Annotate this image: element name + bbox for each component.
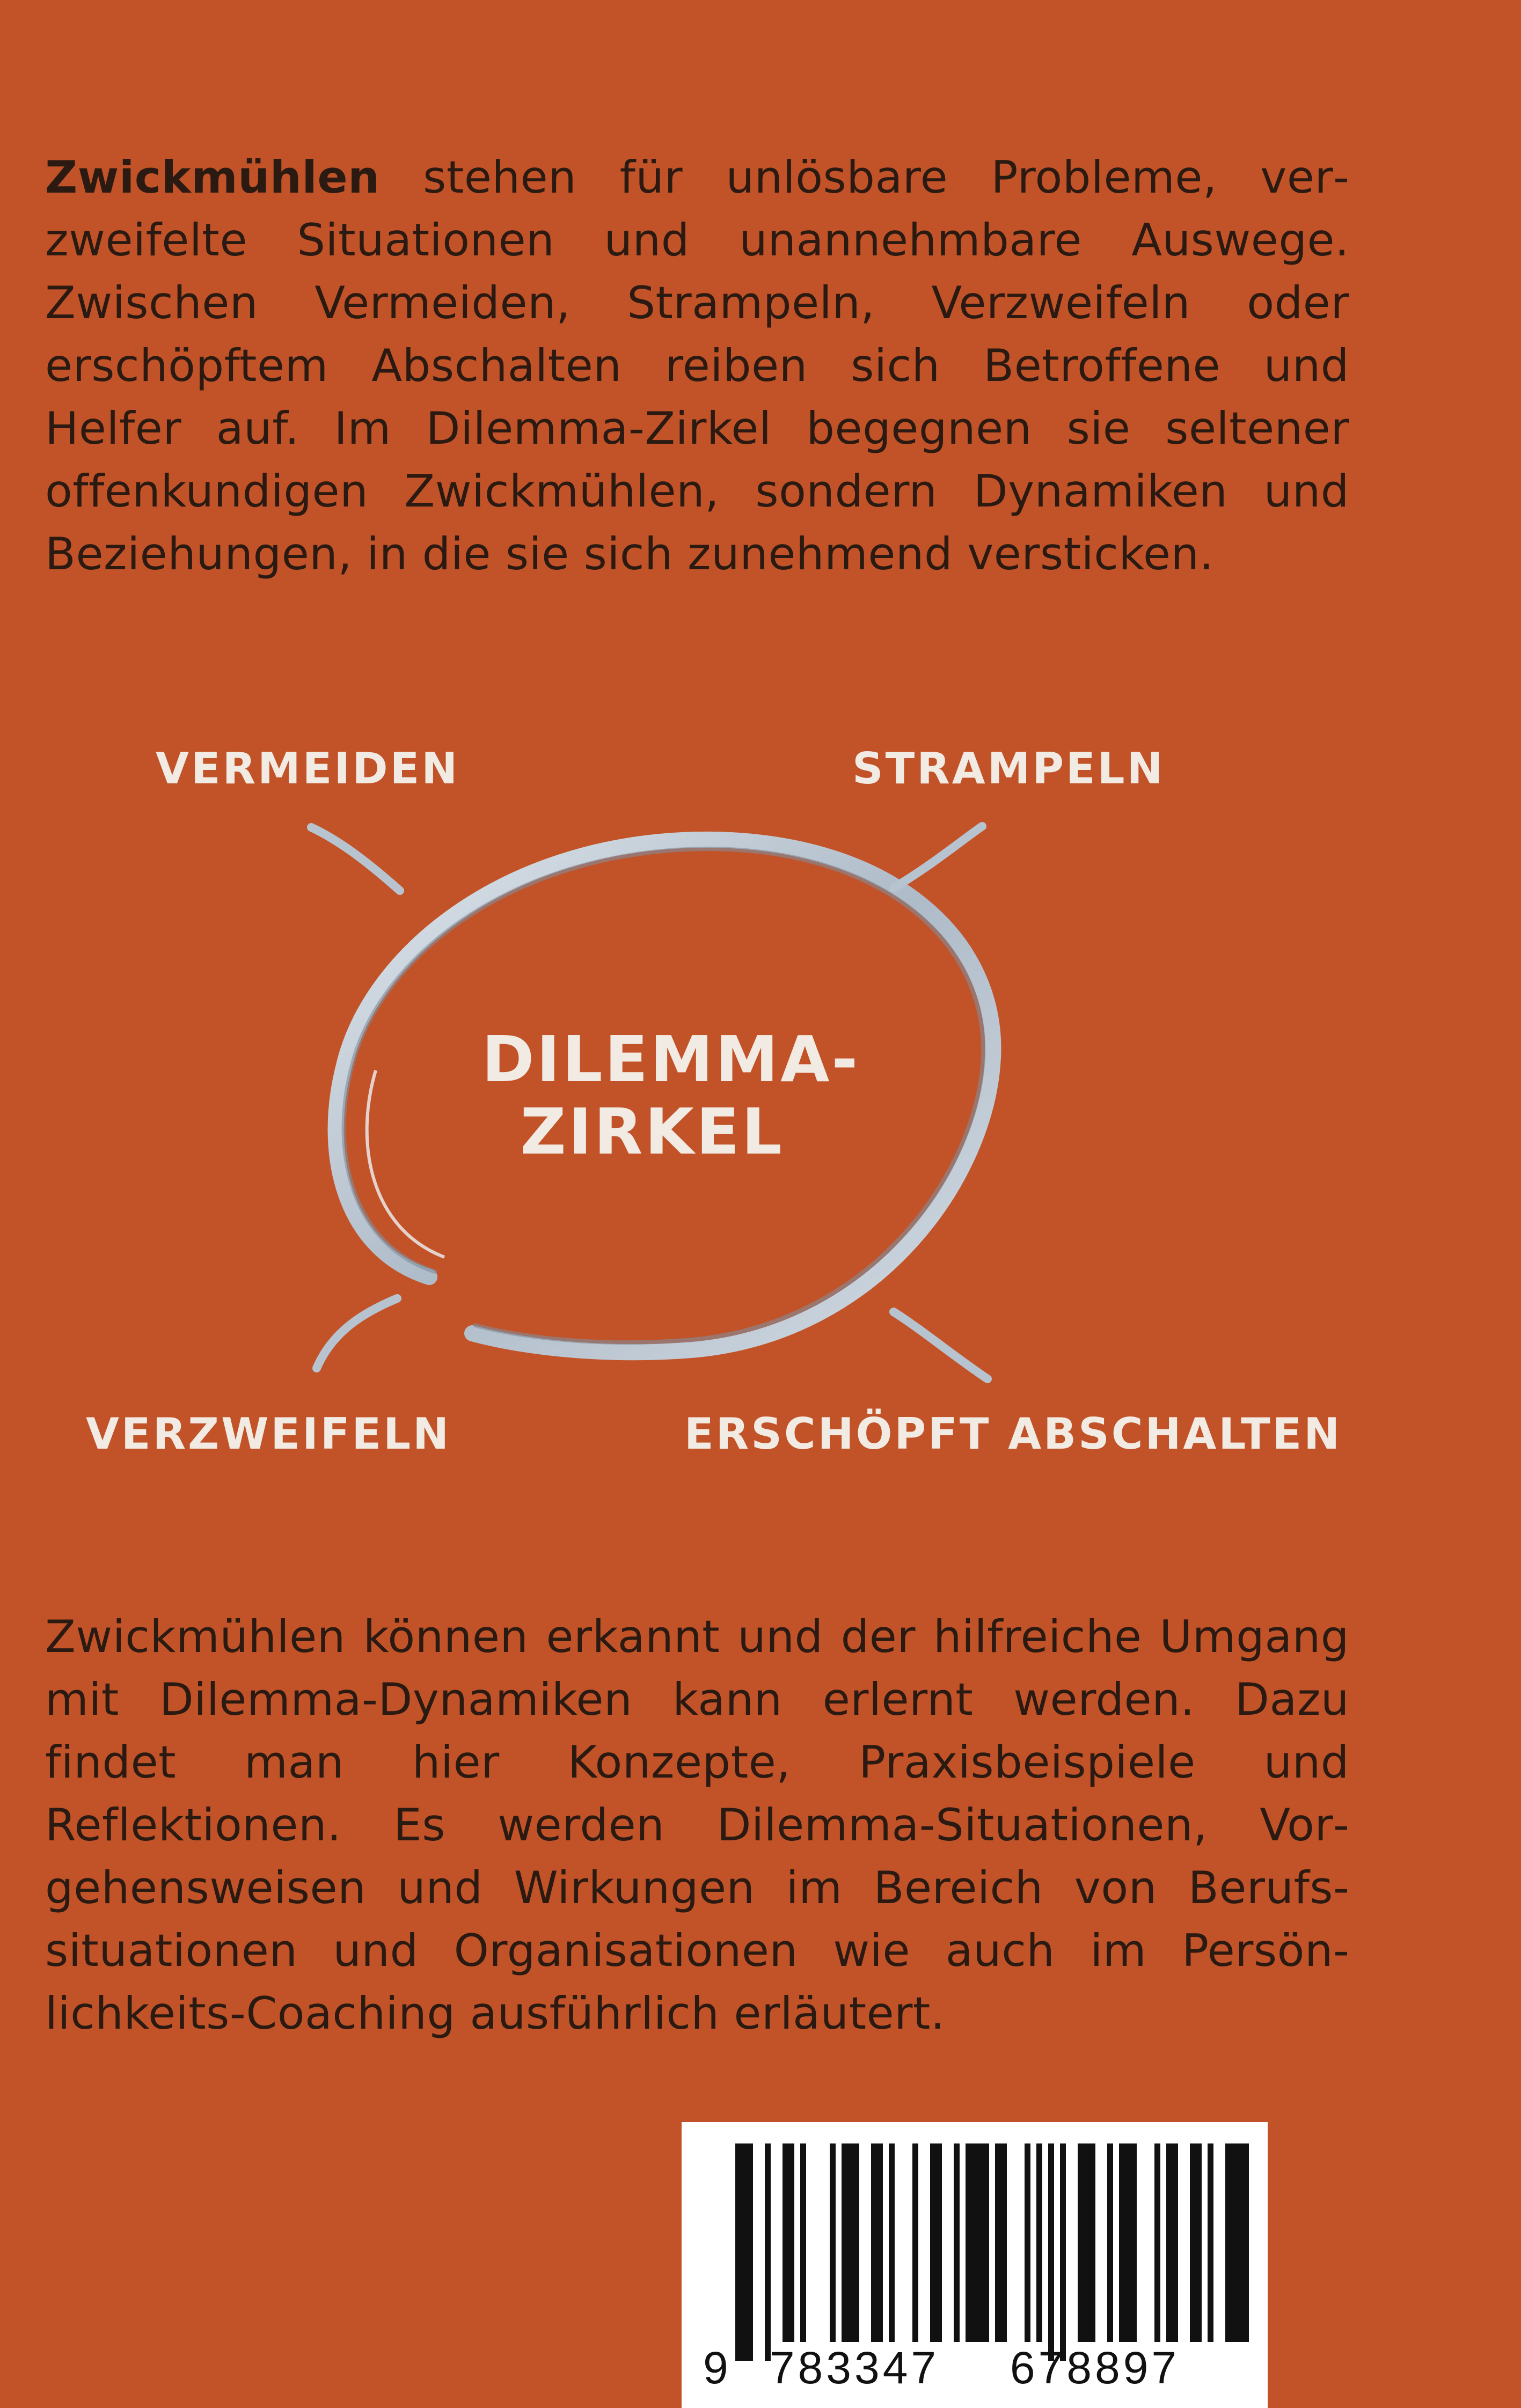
barcode-bar [966, 2143, 989, 2342]
label-vermeiden: VERMEIDEN [156, 744, 460, 794]
barcode-bar [1078, 2143, 1095, 2342]
barcode-bar [1060, 2143, 1066, 2361]
dilemma-circle-diagram [0, 714, 1521, 1497]
barcode-bar [1154, 2143, 1160, 2342]
barcode-bar [842, 2143, 859, 2342]
barcode-bar [1048, 2143, 1054, 2361]
barcode-bar [765, 2143, 771, 2361]
barcode-bar [954, 2143, 960, 2342]
barcode-bar [912, 2143, 918, 2342]
barcode-bar [1025, 2143, 1030, 2342]
barcode-bar [1225, 2143, 1249, 2342]
center-label-line1: DILEMMA- [481, 1022, 860, 1096]
stroke-top-left [311, 827, 400, 891]
barcode-bar [1190, 2143, 1202, 2342]
barcode-bar [1166, 2143, 1178, 2342]
barcode-bar [1036, 2143, 1042, 2342]
barcode-digit-first: 9 [703, 2343, 728, 2393]
barcode-bar [930, 2143, 942, 2342]
isbn-barcode [682, 2122, 1268, 2408]
barcode-bar [889, 2143, 895, 2342]
intro-paragraph [45, 146, 1349, 585]
barcode-bar [1208, 2143, 1213, 2342]
barcode-bar [1107, 2143, 1113, 2342]
label-strampeln: STRAMPELN [852, 744, 1165, 794]
barcode-group-right: 678897 [1010, 2343, 1180, 2393]
barcode-bar [1119, 2143, 1137, 2342]
label-verzweifeln: VERZWEIFELN [86, 1409, 451, 1459]
label-erschoepft-abschalten: ERSCHÖPFT ABSCHALTEN [684, 1409, 1342, 1459]
barcode-bar [871, 2143, 883, 2342]
barcode-bar [735, 2143, 753, 2361]
barcode-bar [830, 2143, 836, 2342]
stroke-bottom-left [317, 1298, 397, 1368]
barcode-group-left: 783347 [769, 2343, 940, 2393]
outro-paragraph: Zwickmühlen können erkannt und der hilfreiche Umgang mit Dilemma-Dynamiken kann erlernt werden. Dazu findet man hier Konzepte, Praxisbeispiele und Reflektionen. Es werden Dilemma-Situationen, Vorgehensweisen und Wirkungen im Bereich von Berufssituationen und Organisationen wie auch im Persönlichkeits-Coaching ausführlich erläutert. [45, 1611, 1349, 2039]
intro-text: stehen für unlösbare Probleme, verzweifelte Situationen und unannehmbare Auswege. Zwischen Vermeiden, Strampeln, Verzweifeln oder erschöpftem Abschalten reiben sich Betroffene und Helfer auf. Im Dilemma-Zirkel begegnen sie seltener offenkundigen Zwickmühlen, sondern Dynamiken und Beziehungen, in die sie sich zunehmend versticken. [45, 151, 1349, 580]
barcode-bars [735, 2143, 1249, 2361]
stroke-bottom-right [894, 1312, 988, 1379]
barcode-bar [783, 2143, 794, 2342]
intro-bold-lead: Zwickmühlen [45, 151, 380, 203]
center-label-line2: ZIRKEL [520, 1095, 784, 1169]
stroke-top-right [894, 826, 982, 888]
barcode-bar [995, 2143, 1007, 2342]
barcode-bar [800, 2143, 806, 2342]
